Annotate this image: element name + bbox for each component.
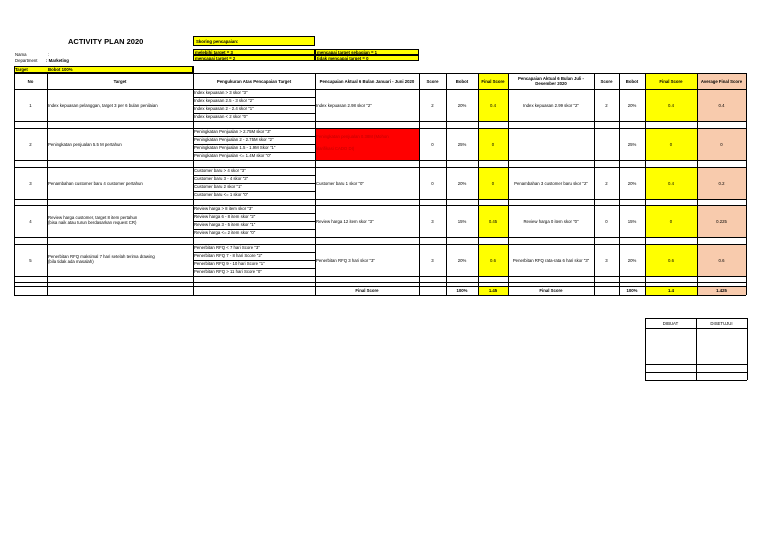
row-h2-bobot: 20%: [627, 102, 637, 108]
row-criteria: Penerbitan RFQ 7 - 8 hari Score "2": [194, 252, 263, 258]
row-target: Review harga customer, target 8 item pertahun: [48, 215, 138, 220]
row-target-2: (bisa naik atau turun berdasarkan request CR): [48, 220, 137, 225]
row-criteria: Review harga > 8 item skor "3": [194, 205, 253, 211]
row-criteria: Customer baru <= 1 skor "0": [194, 191, 249, 197]
col-header-pengukuran: Pengukuran Atas Pencapaian Target: [216, 78, 292, 84]
scoring-item: melebihi target = 3: [193, 49, 315, 55]
row-criteria: Index kepuasan < 2 skor "0": [194, 113, 248, 119]
target-label: Target: [15, 67, 28, 72]
row-average: 0.2: [718, 180, 725, 186]
row-no: 2: [29, 141, 32, 147]
col-header-no: No: [27, 78, 34, 84]
signature-disetujui: DISETUJUI: [710, 320, 733, 326]
row-h1-final: 0.45: [488, 218, 498, 224]
row-h1-bobot: 20%: [457, 102, 467, 108]
row-no: 5: [29, 257, 32, 263]
nama-sep: :: [48, 52, 50, 57]
department-label: Department: [15, 58, 38, 63]
row-target: Index kepuasan pelanggan, target 3 per 6 bulan penilaian: [48, 102, 158, 108]
col-header-final-score: Final Score: [481, 78, 505, 84]
row-h2-final: 0.4: [668, 102, 674, 108]
col-header-target: Target: [113, 78, 127, 84]
row-h1-final: 0.6: [490, 257, 496, 263]
row-h1-score: 0: [431, 141, 434, 147]
row-h1-bobot: 25%: [457, 141, 467, 147]
row-h2-actual: Penerbitan RFQ rata-rata 6 hari skor "3": [512, 257, 590, 263]
row-h2-bobot: 20%: [627, 180, 637, 186]
row-criteria: Penerbitan RFQ 9 - 10 hari Score "1": [194, 260, 265, 266]
row-no: 1: [29, 102, 32, 108]
row-h2-score: 0: [605, 218, 608, 224]
col-header-aktual-h2: Pencapaian Aktual 6 Bulan Juli - Desember 2020: [518, 76, 584, 86]
row-h1-actual: Review harga 12 item skor "3": [316, 218, 374, 224]
row-h1-final: 0: [491, 180, 495, 186]
row-h1-actual: Penerbitan RFQ 3 hari skor "3": [316, 257, 375, 263]
row-h2-bobot: 15%: [627, 218, 637, 224]
total-final-2: 1.4: [668, 288, 674, 293]
row-target: Penerbitan RFQ maksimal 7 hari setelah terima drawing: [48, 254, 155, 259]
row-h2-score: 2: [605, 180, 608, 186]
col-header-final-score2: Final Score: [659, 78, 683, 84]
row-no: 4: [29, 218, 32, 224]
row-h2-score: 3: [605, 257, 608, 263]
department-value: : Marketing: [46, 58, 69, 63]
col-header-aktual-h1: Pencapaian Aktual 6 Bulan Januari - Juni 2020: [319, 78, 415, 84]
row-criteria: Peningkatan Penjualan <= 1.4M skor "0": [194, 152, 272, 158]
row-h2-bobot: 20%: [627, 257, 637, 263]
row-h2-actual: Penambahan 3 customer baru skor "2": [514, 180, 588, 186]
col-header-bobot: Bobot: [455, 78, 469, 84]
row-average: 0.4: [718, 102, 725, 108]
row-average: 0: [720, 141, 723, 147]
signature-box: [645, 318, 747, 380]
row-h1-score: 3: [431, 218, 434, 224]
row-h1-score: 3: [431, 257, 434, 263]
total-label: Final Score: [355, 288, 379, 293]
row-criteria: Index kepuasan 2.5 - 3 skor "2": [194, 97, 254, 103]
row-criteria: Customer baru 2 skor "1": [194, 183, 242, 189]
col-header-average-final: Average Final Score: [700, 78, 743, 84]
row-criteria: Review harga 3 - 5 item skor "1": [194, 221, 256, 227]
row-h2-bobot: 25%: [627, 141, 637, 147]
row-average: 0.6: [718, 257, 725, 263]
row-h1-actual: Customer baru 1 skor "0": [316, 180, 364, 186]
row-criteria: Index kepuasan 2 - 2.4 skor "1": [194, 105, 254, 111]
row-h1-bobot: 20%: [457, 180, 467, 186]
scoring-item: tidak mencapai target = 0: [315, 55, 419, 61]
row-h1-actual-2: klarifikasi CADO DI): [316, 146, 355, 151]
row-target-2: (bila tidak ada masalah): [48, 259, 94, 264]
nama-label: Nama: [15, 52, 27, 57]
row-h2-final: 0.6: [668, 257, 674, 263]
row-h2-score: 2: [605, 102, 608, 108]
row-h1-bobot: 20%: [457, 257, 467, 263]
row-criteria: Peningkatan Penjualan > 2.75M skor "3": [194, 128, 271, 134]
total-average: 1.425: [716, 288, 727, 293]
row-h2-score: [594, 128, 619, 160]
total-label-2: Final Score: [539, 288, 563, 293]
page-title: ACTIVITY PLAN 2020: [68, 37, 144, 46]
row-h1-score: 2: [431, 102, 434, 108]
row-h2-actual: [508, 128, 594, 160]
target-value: Bobot 100%: [48, 67, 73, 72]
row-no: 3: [29, 180, 32, 186]
row-criteria: Review harga 6 - 8 item skor "2": [194, 213, 256, 219]
col-header-bobot2: Bobot: [625, 78, 639, 84]
signature-dibuat: DIBUAT: [662, 320, 679, 326]
row-h1-bobot: 15%: [457, 218, 467, 224]
scoring-title: Skoring pencapaian:: [193, 36, 315, 46]
row-target: Penambahan customer baru 4 customer pertahun: [48, 180, 143, 186]
row-h1-score: 0: [431, 180, 434, 186]
row-criteria: Review harga <= 2 item skor "0": [194, 229, 256, 235]
row-h2-actual: Index kepuasan 2.99 skor "2": [523, 102, 579, 108]
row-criteria: Penerbitan RFQ < 7 hari Score "3": [194, 244, 260, 250]
row-criteria: Customer baru 3 - 4 skor "2": [194, 175, 249, 181]
row-criteria: Peningkatan Penjualan 1.5 - 1.9M Skor "1": [194, 144, 276, 150]
row-criteria: Customer baru > 4 skor "3": [194, 167, 246, 173]
total-bobot-2: 100%: [626, 288, 638, 293]
row-criteria: Peningkatan Penjualan 2 - 2.75M skor "2": [194, 136, 274, 142]
row-h2-final: 0: [669, 218, 673, 224]
row-average: 0.225: [716, 218, 727, 224]
row-h1-actual: Peningkatan penjualan 0.38M (Mohon: [316, 134, 389, 139]
row-h2-final: 0: [669, 141, 673, 147]
row-h1-actual: Index kepuasan 2.98 skor "2": [316, 102, 372, 108]
scoring-item: mencapai target sebagian = 1: [315, 49, 419, 55]
row-h2-actual: Review harga 0 item skor "0": [523, 218, 579, 224]
row-criteria: Penerbitan RFQ > 11 hari Score "0": [194, 268, 262, 274]
row-target: Peningkatan penjualan 5.5 M pertahun: [48, 141, 122, 147]
row-h1-final: 0: [491, 141, 495, 147]
col-header-score2: Score: [600, 78, 613, 84]
col-header-score: Score: [426, 78, 439, 84]
total-bobot: 100%: [456, 288, 468, 293]
row-h1-final: 0.4: [490, 102, 496, 108]
row-h2-final: 0.4: [668, 180, 674, 186]
scoring-item: mencapai target = 2: [193, 55, 315, 61]
row-criteria: Index kepuasan > 3 skor "3": [194, 89, 248, 95]
total-final: 1.45: [488, 288, 498, 293]
